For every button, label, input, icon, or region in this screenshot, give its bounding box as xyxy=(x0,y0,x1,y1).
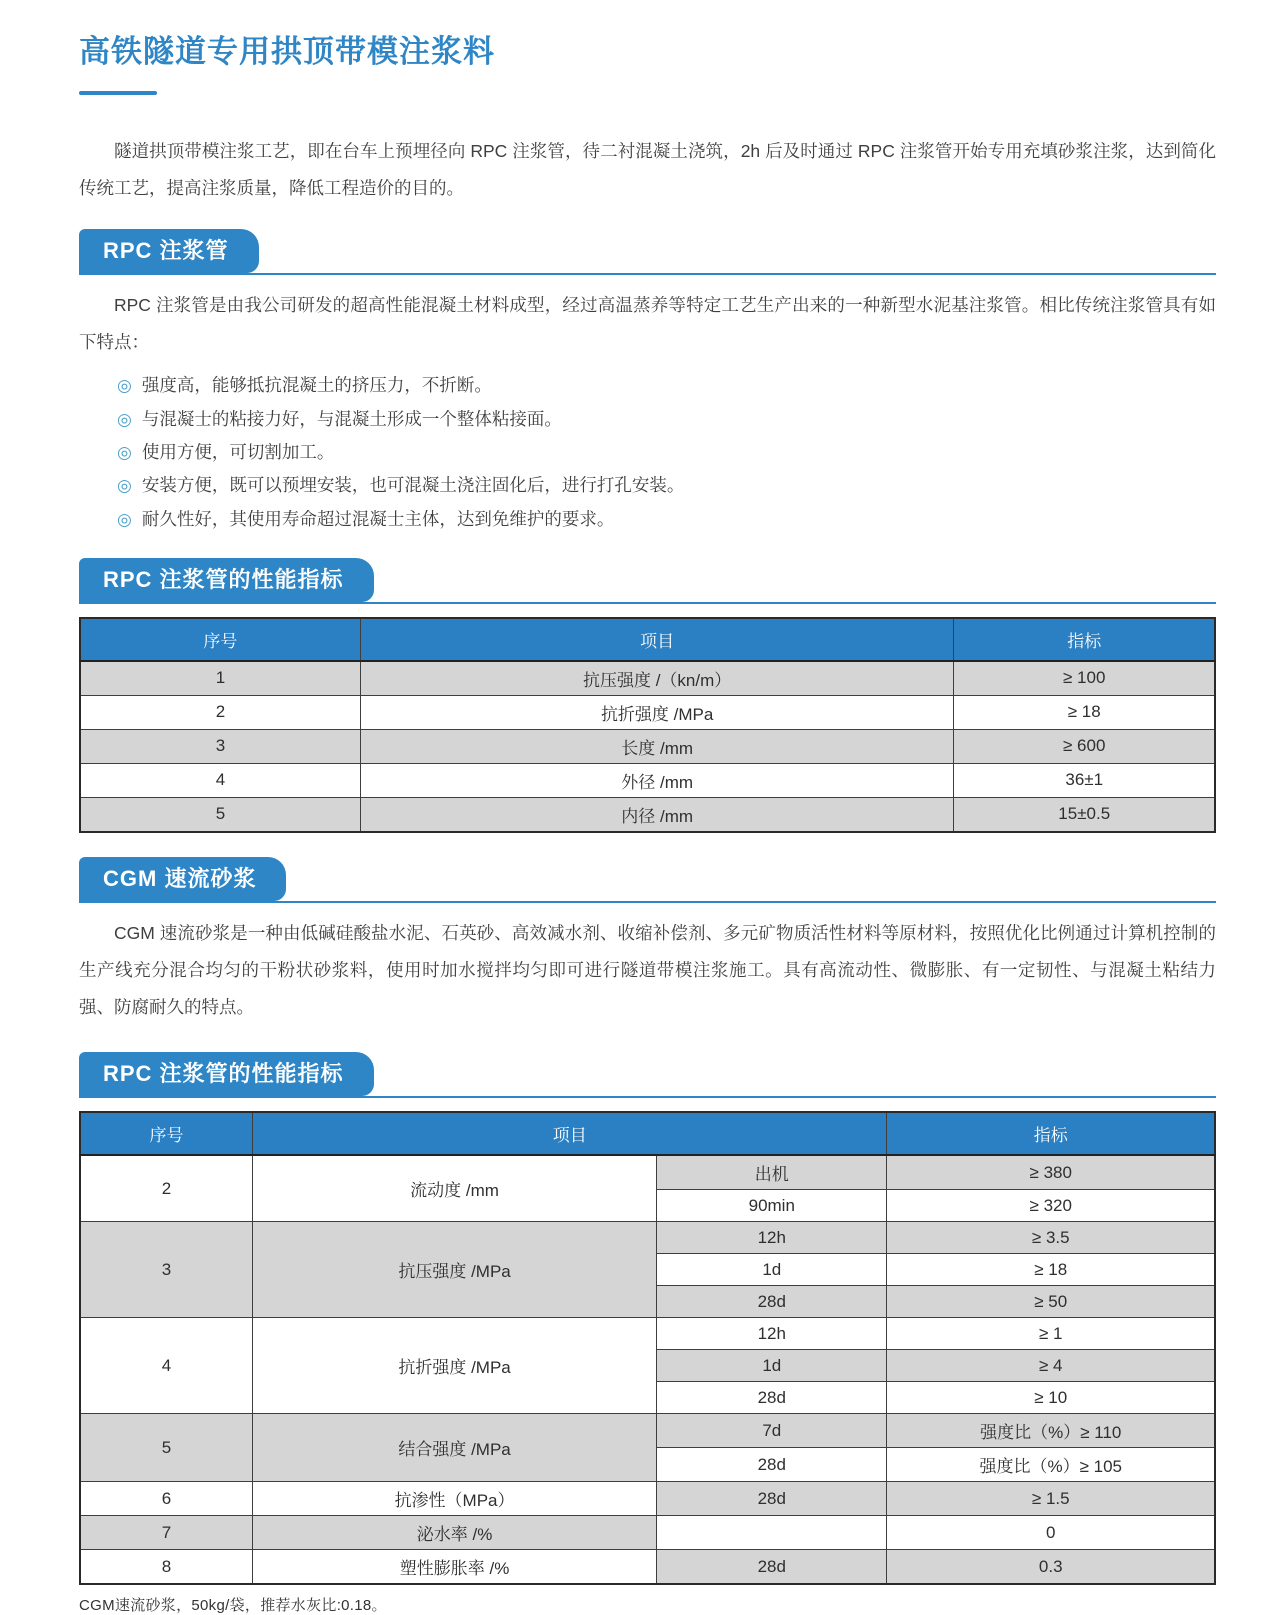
cell-item: 塑性膨胀率 /% xyxy=(253,1550,657,1585)
cell-value: ≥ 18 xyxy=(887,1254,1215,1286)
bullet-text: 强度高，能够抵抗混凝土的挤压力，不折断。 xyxy=(141,375,492,396)
column-header-item: 项目 xyxy=(253,1112,887,1155)
cell-condition: 7d xyxy=(657,1414,887,1448)
cell-item: 长度 /mm xyxy=(360,729,954,763)
cell-value: ≥ 1 xyxy=(887,1318,1215,1350)
cell-item: 结合强度 /MPa xyxy=(253,1414,657,1482)
cell-item: 抗折强度 /MPa xyxy=(360,695,954,729)
cell-condition xyxy=(657,1516,887,1550)
circled-bullet-icon: ◎ xyxy=(117,476,132,496)
cell-no: 1 xyxy=(80,661,360,696)
circled-bullet-icon: ◎ xyxy=(117,409,132,429)
section-head-rpc-pipe xyxy=(79,229,1216,275)
cell-value: 强度比（%）≥ 110 xyxy=(887,1414,1215,1448)
cell-condition: 90min xyxy=(657,1190,887,1222)
table-row xyxy=(80,1482,1215,1516)
cgm-performance-table xyxy=(79,1111,1216,1585)
list-item xyxy=(117,469,1216,502)
title-underline xyxy=(79,91,157,95)
column-header-item: 项目 xyxy=(360,618,954,661)
column-header-no: 序号 xyxy=(80,1112,253,1155)
list-item xyxy=(117,403,1216,436)
cell-value: ≥ 10 xyxy=(887,1382,1215,1414)
cell-value: ≥ 600 xyxy=(954,729,1215,763)
cell-condition: 出机 xyxy=(657,1155,887,1190)
cell-value: ≥ 380 xyxy=(887,1155,1215,1190)
cell-condition: 28d xyxy=(657,1382,887,1414)
cell-value: 强度比（%）≥ 105 xyxy=(887,1448,1215,1482)
cell-item: 流动度 /mm xyxy=(253,1155,657,1222)
table-row xyxy=(80,797,1215,832)
section-head-cgm xyxy=(79,857,1216,903)
cell-condition: 1d xyxy=(657,1350,887,1382)
circled-bullet-icon: ◎ xyxy=(117,442,132,462)
section-heading-rpc-pipe: RPC 注浆管 xyxy=(79,229,259,273)
cell-item: 内径 /mm xyxy=(360,797,954,832)
rpc-body-paragraph: RPC 注浆管是由我公司研发的超高性能混凝土材料成型，经过高温蒸养等特定工艺生产出来的一种新型水泥基注浆管。相比传统注浆管具有如下特点： xyxy=(79,295,1216,353)
cell-no: 5 xyxy=(80,797,360,832)
cell-value: ≥ 320 xyxy=(887,1190,1215,1222)
cell-condition: 28d xyxy=(657,1482,887,1516)
cell-condition: 12h xyxy=(657,1222,887,1254)
cell-value: 15±0.5 xyxy=(954,797,1215,832)
table-row xyxy=(80,1550,1215,1585)
column-header-value: 指标 xyxy=(887,1112,1215,1155)
table-header-row xyxy=(80,1112,1215,1155)
section-heading-cgm-table: RPC 注浆管的性能指标 xyxy=(79,1052,374,1096)
table-row xyxy=(80,661,1215,696)
cell-no: 8 xyxy=(80,1550,253,1585)
rpc-feature-list xyxy=(117,369,1216,535)
cell-value: ≥ 18 xyxy=(954,695,1215,729)
cell-no: 3 xyxy=(80,729,360,763)
list-item xyxy=(117,436,1216,469)
table-row xyxy=(80,1414,1215,1448)
cell-no: 2 xyxy=(80,1155,253,1222)
intro-paragraph: 隧道拱顶带模注浆工艺，即在台车上预埋径向 RPC 注浆管，待二衬混凝土浇筑，2h 后及时通过 RPC 注浆管开始专用充填砂浆注浆，达到简化传统工艺，提高注浆质量，降低工程造价的目的。 xyxy=(79,141,1216,199)
cell-item: 抗折强度 /MPa xyxy=(253,1318,657,1414)
table-row xyxy=(80,729,1215,763)
bullet-text: 安装方便，既可以预埋安装，也可混凝土浇注固化后，进行打孔安装。 xyxy=(141,475,685,496)
cell-value: 36±1 xyxy=(954,763,1215,797)
table-row xyxy=(80,695,1215,729)
cell-no: 5 xyxy=(80,1414,253,1482)
table-row xyxy=(80,1318,1215,1350)
cell-value: 0.3 xyxy=(887,1550,1215,1585)
page-title: 高铁隧道专用拱顶带模注浆料 xyxy=(79,34,495,69)
cell-no: 2 xyxy=(80,695,360,729)
column-header-no: 序号 xyxy=(80,618,360,661)
cell-no: 3 xyxy=(80,1222,253,1318)
table-row xyxy=(80,1222,1215,1254)
cell-item: 抗压强度 /MPa xyxy=(253,1222,657,1318)
cell-condition: 12h xyxy=(657,1318,887,1350)
cell-item: 抗渗性（MPa） xyxy=(253,1482,657,1516)
footnote: CGM速流砂浆，50kg/袋，推荐水灰比:0.18。 xyxy=(79,1597,387,1615)
bullet-text: 使用方便，可切割加工。 xyxy=(141,441,335,462)
cell-no: 7 xyxy=(80,1516,253,1550)
cell-value: ≥ 4 xyxy=(887,1350,1215,1382)
list-item xyxy=(117,503,1216,536)
cell-value: ≥ 1.5 xyxy=(887,1482,1215,1516)
cell-no: 6 xyxy=(80,1482,253,1516)
cell-condition: 1d xyxy=(657,1254,887,1286)
table-row xyxy=(80,1155,1215,1190)
circled-bullet-icon: ◎ xyxy=(117,509,132,529)
cell-condition: 28d xyxy=(657,1286,887,1318)
cgm-body-paragraph: CGM 速流砂浆是一种由低碱硅酸盐水泥、石英砂、高效减水剂、收缩补偿剂、多元矿物质活性材料等原材料，按照优化比例通过计算机控制的生产线充分混合均匀的干粉状砂浆料，使用时加水搅拌均匀即可进行隧道带模注浆施工。具有高流动性、微膨胀、有一定韧性、与混凝土粘结力强、防腐耐久的特点。 xyxy=(79,922,1216,1018)
section-heading-rpc-table: RPC 注浆管的性能指标 xyxy=(79,558,374,602)
cell-no: 4 xyxy=(80,763,360,797)
table-row xyxy=(80,763,1215,797)
cell-value: ≥ 50 xyxy=(887,1286,1215,1318)
column-header-value: 指标 xyxy=(954,618,1215,661)
circled-bullet-icon: ◎ xyxy=(117,376,132,396)
section-head-rpc-table xyxy=(79,558,1216,604)
cell-condition: 28d xyxy=(657,1550,887,1585)
list-item xyxy=(117,369,1216,402)
cell-value: ≥ 3.5 xyxy=(887,1222,1215,1254)
section-head-cgm-table xyxy=(79,1052,1216,1098)
cell-no: 4 xyxy=(80,1318,253,1414)
bullet-text: 与混凝士的粘接力好，与混凝土形成一个整体粘接面。 xyxy=(141,408,562,429)
rpc-performance-table xyxy=(79,617,1216,833)
cell-value: ≥ 100 xyxy=(954,661,1215,696)
table-header-row xyxy=(80,618,1215,661)
document-page xyxy=(79,0,1216,1615)
cell-item: 泌水率 /% xyxy=(253,1516,657,1550)
cell-value: 0 xyxy=(887,1516,1215,1550)
cell-item: 外径 /mm xyxy=(360,763,954,797)
section-heading-cgm: CGM 速流砂浆 xyxy=(79,857,286,901)
table-row xyxy=(80,1516,1215,1550)
cell-condition: 28d xyxy=(657,1448,887,1482)
bullet-text: 耐久性好，其使用寿命超过混凝士主体，达到免维护的要求。 xyxy=(141,508,615,529)
cell-item: 抗压强度 /（kn/m） xyxy=(360,661,954,696)
